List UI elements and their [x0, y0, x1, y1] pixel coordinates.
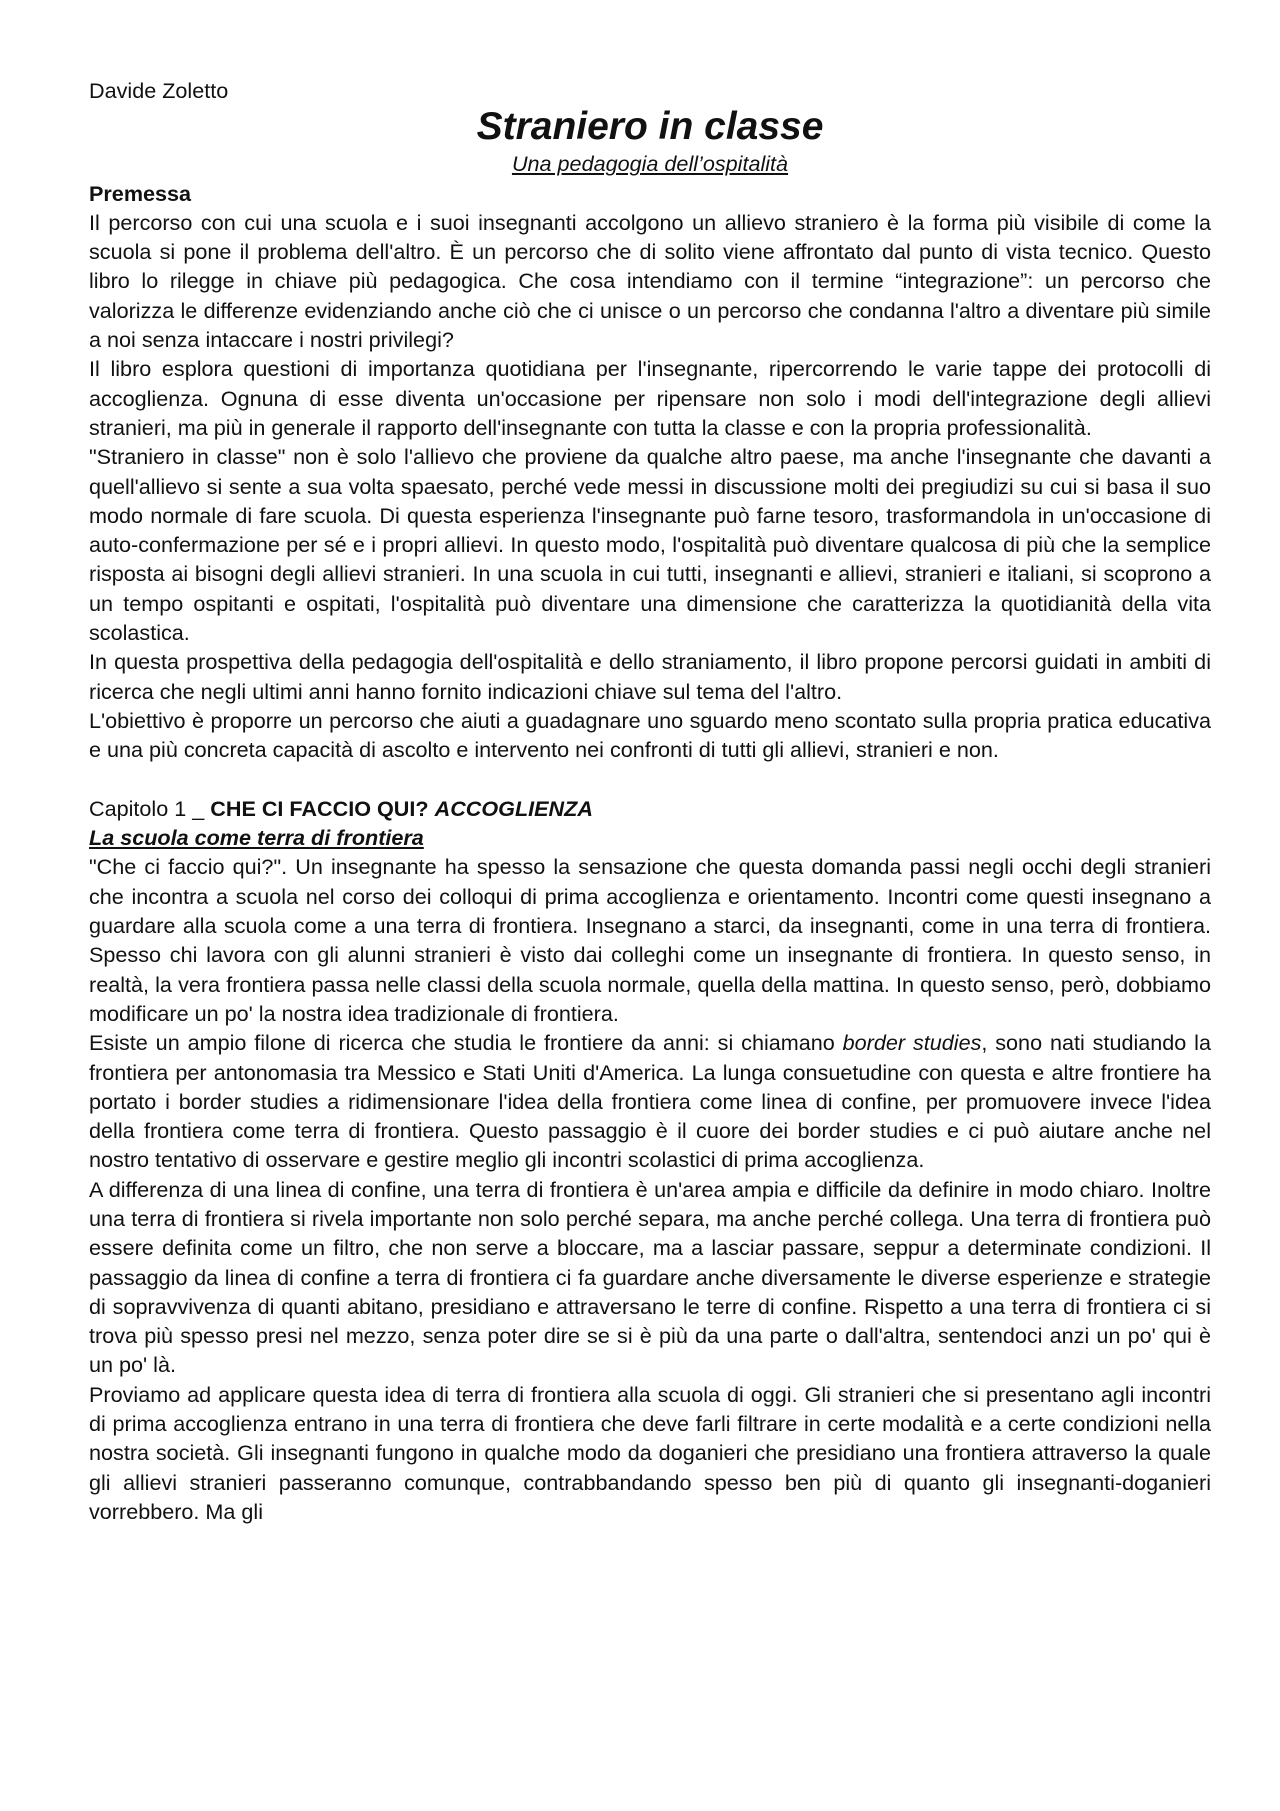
premessa-paragraph-2: Il libro esplora questioni di importanza quotidiana per l'insegnante, ripercorrendo le varie tappe dei protocolli di accoglienza. Ognuna di esse diventa un'occasione per ripensare non solo i modi dell'integrazione degli allievi stranieri, ma più in generale il rapporto dell'insegnante con tutta la classe e con la propria professionalità.: [89, 356, 1211, 440]
chapter-1-title: CHE CI FACCIO QUI?: [210, 795, 429, 821]
chapter-1-paragraph-2-after: , sono nati studiando la frontiera per antonomasia tra Messico e Stati Uniti d'America. La lunga consuetudine con questa e altre frontiere ha portato i border studies a ridimensionare l'idea della frontiera come linea di confine, per promuovere invece l'idea della frontiera come terra di frontiera. Questo passaggio è il cuore dei border studies e ci può aiutare anche nel nostro tentativo di osservare e gestire meglio gli incontri scolastici di prima accoglienza.: [89, 1030, 1211, 1173]
premessa-paragraph-3: "Straniero in classe" non è solo l'allievo che proviene da qualche altro paese, ma anche l'insegnante che davanti a quell'allievo si sente a sua volta spaesato, perché vede messi in discussione molti dei pregiudizi su cui si basa il suo modo normale di fare scuola. Di questa esperienza l'insegnante può farne tesoro, trasformandola in un'occasione di auto-confermazione per sé e i propri allievi. In questo modo, l'ospitalità può diventare qualcosa di più che la semplice risposta ai bisogni degli allievi stranieri. In una scuola in cui tutti, insegnanti e allievi, stranieri e italiani, si scoprono a un tempo ospitanti e ospitati, l'ospitalità può diventare una dimensione che caratterizza la quotidianità della vita scolastica.: [89, 444, 1211, 646]
chapter-1-label: Capitolo 1 _: [89, 795, 211, 821]
book-title: Straniero in classe: [476, 105, 824, 149]
premessa-heading: Premessa: [89, 180, 192, 206]
chapter-1-paragraph-4: Proviamo ad applicare questa idea di terra di frontiera alla scuola di oggi. Gli stranieri che si presentano agli incontri di prima accoglienza entrano in una terra di frontiera che deve farli filtrare in certe modalità e a certe condizioni nella nostra società. Gli insegnanti fungono in qualche modo da doganieri che presidiano una frontiera attraverso la quale gli allievi stranieri passeranno comunque, contrabbandando spesso ben più di quanto gli insegnanti-doganieri vorrebbero. Ma gli: [89, 1381, 1211, 1524]
border-studies-term: border studies: [842, 1030, 982, 1056]
chapter-1-paragraph-2: [89, 1028, 1211, 1174]
author-name: Davide Zoletto: [89, 78, 229, 103]
book-subtitle: Una pedagogia dell’ospitalità: [511, 151, 789, 177]
chapter-1-paragraph-3: A differenza di una linea di confine, una terra di frontiera è un'area ampia e difficile da definire in modo chiaro. Inoltre una terra di frontiera si rivela importante non solo perché separa, ma anche perché collega. Una terra di frontiera può essere definita come un filtro, che non serve a bloccare, ma a lasciar passare, seppur a determinate condizioni. Il passaggio da linea di confine a terra di frontiera ci fa guardare anche diversamente le diverse esperienze e strategie di sopravvivenza di quanti abitano, presidiano e attraversano le terre di confine. Rispetto a una terra di frontiera ci si trova più spesso presi nel mezzo, senza poter dire se si è più da una parte o dall'altra, sentendoci anzi un po' qui è un po' là.: [89, 1176, 1211, 1378]
premessa-paragraph-4: In questa prospettiva della pedagogia dell'ospitalità e dello straniamento, il libro propone percorsi guidati in ambiti di ricerca che negli ultimi anni hanno fornito indicazioni chiave sul tema del l'altro.: [89, 649, 1211, 704]
chapter-1-title-italic: ACCOGLIENZA: [434, 795, 593, 821]
chapter-1-paragraph-1: "Che ci faccio qui?". Un insegnante ha spesso la sensazione che questa domanda passi negli occhi degli stranieri che incontra a scuola nel corso dei colloqui di prima accoglienza e orientamento. Incontri come questi insegnano a guardare alla scuola come a una terra di frontiera. Insegnano a starci, da insegnanti, come in una terra di frontiera. Spesso chi lavora con gli alunni stranieri è visto dai colleghi come un insegnante di frontiera. In questo senso, in realtà, la vera frontiera passa nelle classi della scuola normale, quella della mattina. In questo senso, però, dobbiamo modificare un po' la nostra idea tradizionale di frontiera.: [89, 854, 1211, 1026]
document-page: [89, 76, 1211, 1526]
chapter-1-section-title: La scuola come terra di frontiera: [89, 825, 424, 851]
section-spacer: [89, 765, 1211, 794]
premessa-paragraph-5: L'obiettivo è proporre un percorso che aiuti a guadagnare uno sguardo meno scontato sulla propria pratica educativa e una più concreta capacità di ascolto e intervento nei confronti di tutti gli allievi, stranieri e non.: [89, 707, 1211, 763]
premessa-paragraph-1: Il percorso con cui una scuola e i suoi insegnanti accolgono un allievo straniero è la forma più visibile di come la scuola si pone il problema dell'altro. È un percorso che di solito viene affrontato dal punto di vista tecnico. Questo libro lo rilegge in chiave più pedagogica. Che cosa intendiamo con il termine “integrazione”: un percorso che valorizza le differenze evidenziando anche ciò che ci unisce o un percorso che condanna l'altro a diventare più simile a noi senza intaccare i nostri privilegi?: [89, 209, 1211, 353]
chapter-1-heading: [89, 794, 1211, 823]
chapter-1-paragraph-2-before: Esiste un ampio filone di ricerca che studia le frontiere da anni: si chiamano: [89, 1030, 843, 1056]
